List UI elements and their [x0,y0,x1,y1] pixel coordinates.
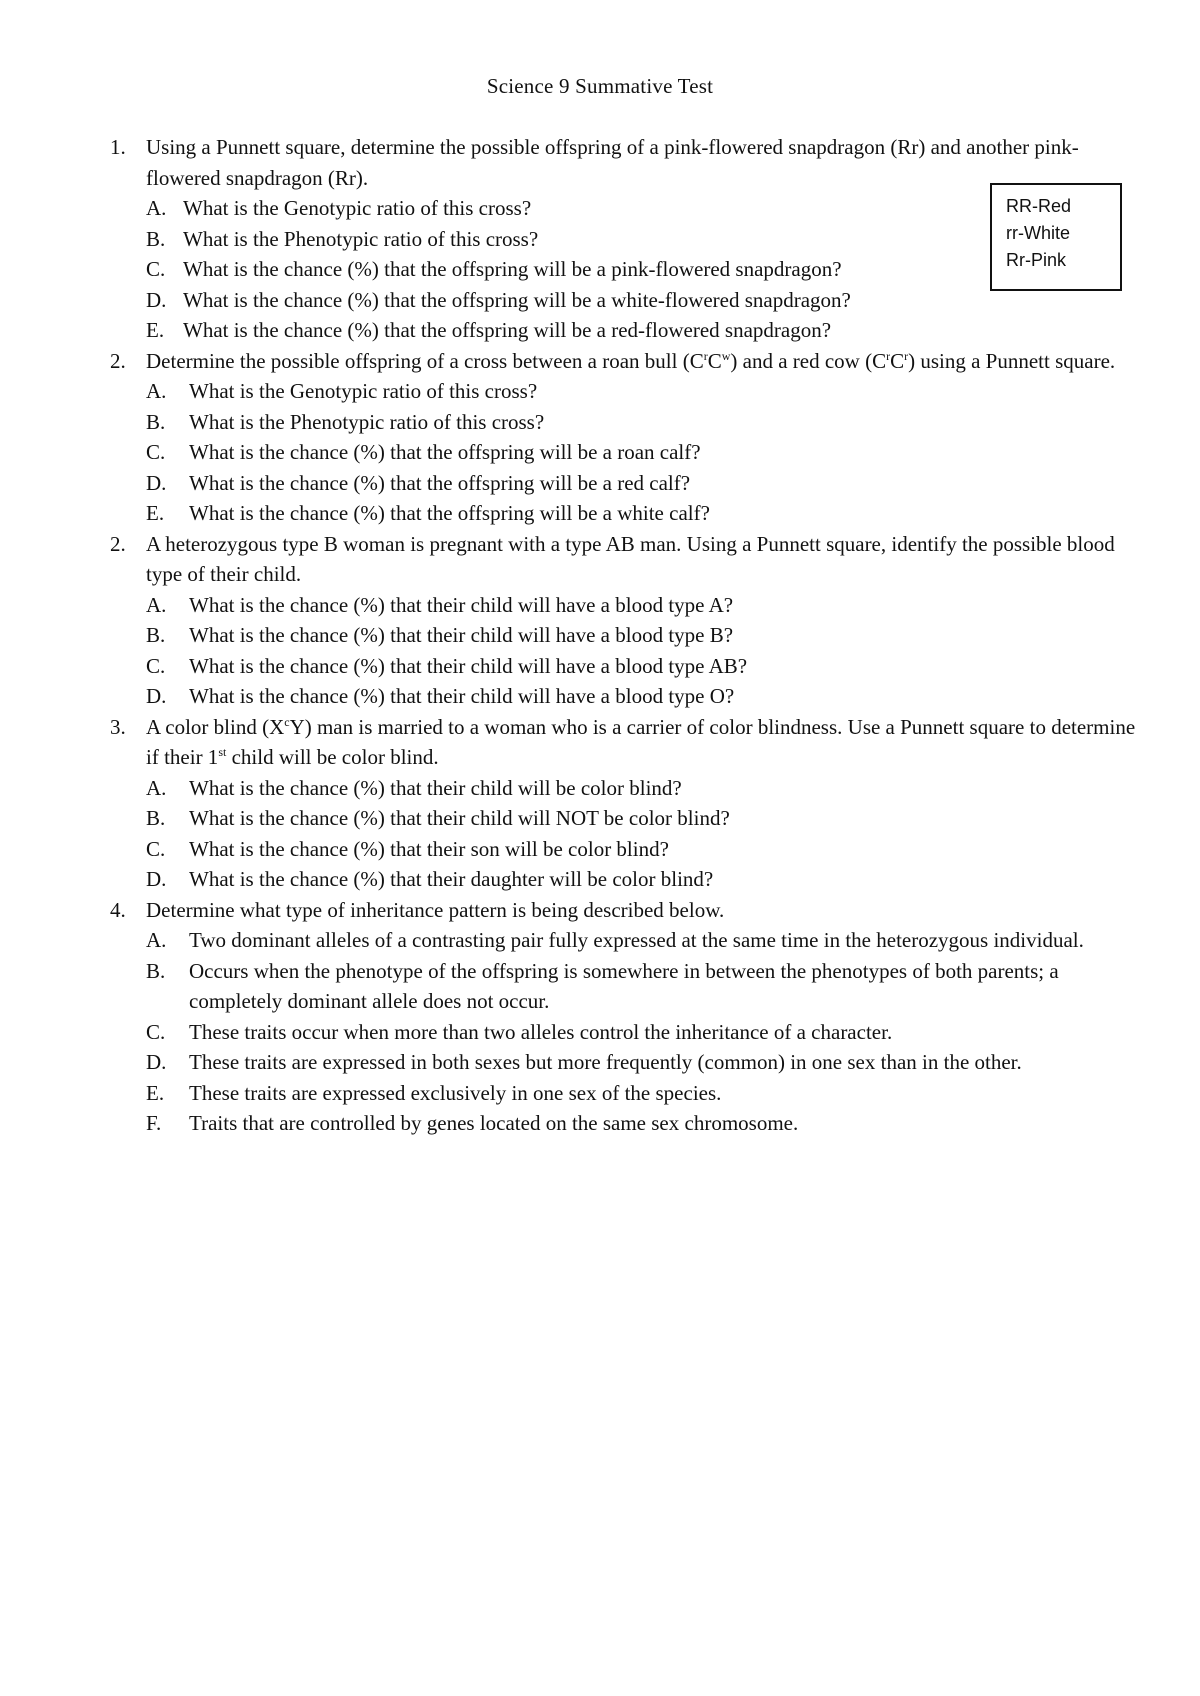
question-3 [110,529,1140,712]
question-5 [110,895,1140,1139]
legend-item: RR-Red [1006,196,1072,216]
question-text [146,346,1140,377]
text-run: C [707,348,722,373]
sub-question [146,956,1140,1017]
legend-item: rr-White [1006,223,1070,243]
question-body [146,529,1140,712]
sub-question-letter: A. [146,775,167,800]
sub-question-letter: A. [146,196,167,220]
sub-question-letter: C. [146,653,166,678]
text-run: child will be color blind. [226,745,439,769]
sub-question [146,254,1140,285]
sub-question-text: These traits are expressed exclusively in one sex of the species. [189,1080,722,1105]
question-1 [110,132,1140,346]
sub-question-letter: F. [146,1111,162,1135]
sub-question [146,285,1140,316]
sub-question-letter: D. [146,684,167,708]
sub-question [146,193,1140,224]
sub-question [146,803,1140,834]
sub-question-text: What is the chance (%) that their child will have a blood type AB? [189,653,748,678]
sub-question-text: Two dominant alleles of a contrasting pair fully expressed at the same time in the heterozygous individual. [189,928,1084,952]
sub-question-text: What is the chance (%) that their child will have a blood type B? [189,623,734,647]
sub-question-text: Occurs when the phenotype of the offspring is somewhere in between the phenotypes of both parents; a completely dominant allele does not occur. [189,958,1059,1013]
sub-question-letter: C. [146,836,166,861]
sub-question-letter: D. [146,1050,167,1074]
sub-question-letter: C. [146,1019,166,1044]
sub-question-letter: A. [146,379,167,403]
superscript: r [886,348,891,363]
sub-question-text: What is the chance (%) that the offspring will be a red calf? [189,470,691,495]
sub-question [146,834,1140,865]
sub-question [146,773,1140,804]
question-text: A heterozygous type B woman is pregnant with a type AB man. Using a Punnett square, identify the possible blood type of their child. [146,531,1115,586]
sub-question-letter: D. [146,287,167,312]
text-run: C [890,348,905,373]
sub-question [146,590,1140,621]
sub-question-text: What is the Phenotypic ratio of this cross? [189,409,545,434]
sub-question-text: These traits are expressed in both sexes but more frequently (common) in one sex than in the other. [189,1050,1022,1074]
sub-question [146,1017,1140,1048]
sub-question-letter: A. [146,592,167,617]
sub-question [146,498,1140,529]
sub-question-text: What is the chance (%) that the offspring will be a white-flowered snapdragon? [183,287,851,312]
sub-question-text: What is the chance (%) that the offspring will be a pink-flowered snapdragon? [183,257,842,281]
text-run: ) using a Punnett square. [908,348,1116,373]
question-2 [110,346,1140,529]
sub-question-text: What is the chance (%) that their daughter will be color blind? [189,867,714,891]
sub-question [146,224,1140,255]
question-text [146,712,1140,773]
sub-question [146,407,1140,438]
sub-question-text: What is the chance (%) that their child will have a blood type A? [189,592,734,617]
sub-question-letter: A. [146,928,167,952]
sub-question-list [146,376,1140,529]
superscript: r [904,348,909,363]
legend-item: Rr-Pink [1006,250,1067,270]
sub-question-letter: B. [146,806,166,830]
sub-question-letter: C. [146,257,166,281]
text-run: Determine the possible offspring of a cross between a roan bull (C [146,348,704,373]
sub-question [146,315,1140,346]
question-body [146,132,1140,346]
sub-question-letter: D. [146,470,167,495]
sub-question-text: What is the Genotypic ratio of this cross? [183,196,532,220]
sub-question [146,651,1140,682]
sub-question-text: What is the Genotypic ratio of this cross? [189,379,538,403]
question-number: 3. [110,714,126,739]
sub-question-letter: B. [146,226,166,251]
text-run: Y) man is married to a woman who is a carrier of color blindness. Use a Punnett square to determine if their 1 [146,714,1136,769]
question-number: 2. [110,348,126,373]
sub-question-text: What is the chance (%) that their child will NOT be color blind? [189,806,730,830]
sub-question-letter: E. [146,318,165,342]
sub-question-letter: E. [146,1080,165,1105]
question-number: 2. [110,531,126,556]
text-run: A color blind (X [146,714,285,739]
superscript: st [218,745,227,759]
superscript: r [703,348,708,363]
sub-question [146,1078,1140,1109]
sub-question [146,468,1140,499]
sub-question-letter: E. [146,501,165,525]
sub-question-text: What is the chance (%) that the offspring will be a roan calf? [189,440,701,464]
sub-question [146,864,1140,895]
sub-question-text: What is the Phenotypic ratio of this cross? [183,226,539,251]
superscript: w [721,348,731,363]
sub-question-text: What is the chance (%) that their child will be color blind? [189,775,682,800]
question-4 [110,712,1140,895]
sub-question [146,1108,1140,1139]
question-body [146,712,1140,895]
sub-question-list [146,773,1140,895]
sub-question-letter: B. [146,409,166,434]
sub-question [146,681,1140,712]
sub-question-letter: D. [146,867,167,891]
sub-question-letter: C. [146,440,166,464]
superscript: c [284,714,290,729]
question-text: Determine what type of inheritance pattern is being described below. [146,897,725,922]
question-number: 4. [110,897,126,922]
sub-question-text: These traits occur when more than two alleles control the inheritance of a character. [189,1019,893,1044]
sub-question-letter: B. [146,958,166,983]
sub-question-list [146,925,1140,1139]
question-text: Using a Punnett square, determine the possible offspring of a pink-flowered snapdragon (Rr) and another pink-flowered snapdragon (Rr). [146,135,1079,190]
sub-question-letter: B. [146,623,166,647]
text-run: ) and a red cow (C [730,348,887,373]
sub-question-text: Traits that are controlled by genes located on the same sex chromosome. [189,1111,799,1135]
sub-question-text: What is the chance (%) that their son will be color blind? [189,836,669,861]
question-body [146,346,1140,529]
test-questions [110,132,1140,1139]
sub-question-text: What is the chance (%) that the offspring will be a red-flowered snapdragon? [183,318,832,342]
sub-question [146,620,1140,651]
sub-question-text: What is the chance (%) that the offspring will be a white calf? [189,501,710,525]
question-body [146,895,1140,1139]
sub-question [146,1047,1140,1078]
sub-question-text: What is the chance (%) that their child will have a blood type O? [189,684,735,708]
sub-question [146,925,1140,956]
question-number: 1. [110,135,126,159]
sub-question [146,437,1140,468]
sub-question-list [146,590,1140,712]
page-title: Science 9 Summative Test [486,74,714,98]
sub-question-list [146,193,1140,346]
sub-question [146,376,1140,407]
